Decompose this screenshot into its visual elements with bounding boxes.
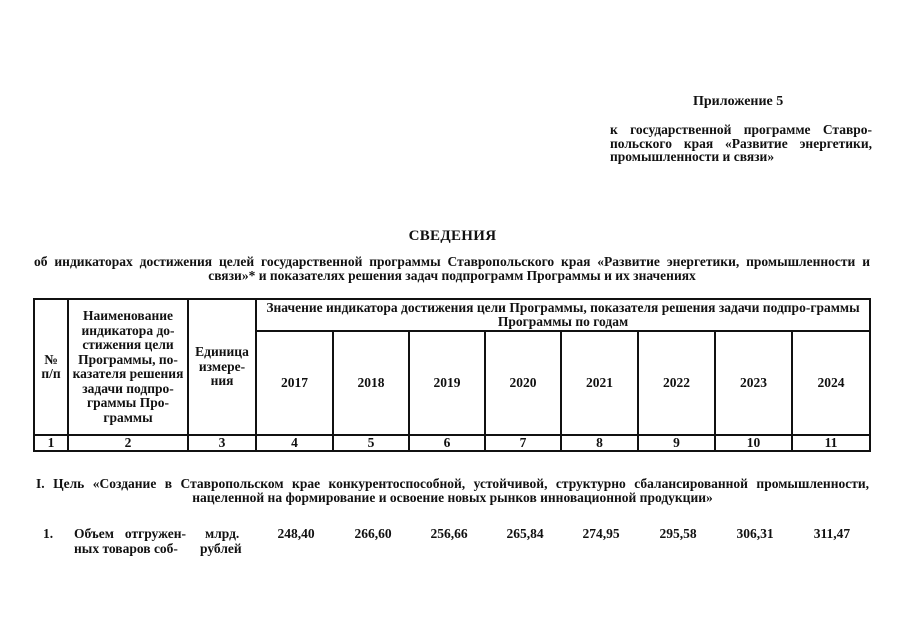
column-number: 9: [638, 435, 715, 451]
row-value-2024: 311,47: [813, 526, 851, 541]
header-year: 2020: [485, 331, 561, 435]
row-value-2018: 266,60: [354, 526, 392, 541]
header-year: 2024: [792, 331, 870, 435]
section-goal-line: нацеленной на формирование и освоение новых рынков инновационной продукции»: [192, 490, 713, 505]
column-number: 10: [715, 435, 792, 451]
document-subtitle-line: об индикаторах достижения целей государственной программы Ставропольского края «Развитие энергетики, промышленности и: [34, 254, 870, 269]
appendix-title: Приложение 5: [693, 94, 784, 109]
row-unit: [200, 526, 250, 556]
column-number: 11: [792, 435, 870, 451]
column-number: 3: [188, 435, 256, 451]
column-number: 5: [333, 435, 409, 451]
column-number: 2: [68, 435, 188, 451]
row-unit-line: рублей: [200, 541, 242, 556]
appendix-subtitle: [610, 123, 872, 164]
document-subtitle: [34, 255, 870, 283]
header-year: 2022: [638, 331, 715, 435]
row-value-2017: 248,40: [277, 526, 315, 541]
appendix-subtitle-line: к государственной программе Ставро-: [610, 122, 872, 137]
row-number: 1.: [43, 526, 54, 541]
column-number: 7: [485, 435, 561, 451]
column-number: 8: [561, 435, 638, 451]
header-year: 2023: [715, 331, 792, 435]
indicators-table: [33, 298, 871, 452]
row-value-2021: 274,95: [582, 526, 620, 541]
appendix-subtitle-line: промышленности и связи»: [610, 149, 775, 164]
header-year: 2021: [561, 331, 638, 435]
column-number: 6: [409, 435, 485, 451]
section-goal: [36, 477, 869, 505]
row-unit-line: млрд.: [205, 526, 240, 541]
row-value-2023: 306,31: [736, 526, 774, 541]
header-unit: Единица измере-ния: [188, 299, 256, 435]
row-value-2019: 256,66: [430, 526, 468, 541]
header-num: № п/п: [34, 299, 68, 435]
header-year: 2019: [409, 331, 485, 435]
document-title: СВЕДЕНИЯ: [408, 228, 497, 244]
row-indicator-name-line: ных товаров соб-: [74, 541, 178, 556]
document-subtitle-line: связи»* и показателях решения задач подпрограмм Программы и их значениях: [208, 268, 696, 283]
header-values-group: Значение индикатора достижения цели Программы, показателя решения задачи подпро-граммы Программы по годам: [256, 299, 870, 331]
row-indicator-name-line: Объем отгружен-: [74, 526, 186, 541]
column-number: 1: [34, 435, 68, 451]
column-number: 4: [256, 435, 333, 451]
appendix-subtitle-line: польского края «Развитие энергетики,: [610, 135, 872, 151]
header-year: 2017: [256, 331, 333, 435]
row-value-2022: 295,58: [659, 526, 697, 541]
column-number-row: [34, 435, 870, 451]
header-name: Наименование индикатора до-стижения цели Программы, по-казателя решения задачи подпро-граммы Про-граммы: [68, 299, 188, 435]
section-goal-line: I. Цель «Создание в Ставропольском крае конкурентоспособной, устойчивой, структурно сбалансированной промышленности,: [36, 476, 869, 491]
row-indicator-name: [74, 526, 186, 556]
header-year: 2018: [333, 331, 409, 435]
row-value-2020: 265,84: [506, 526, 544, 541]
